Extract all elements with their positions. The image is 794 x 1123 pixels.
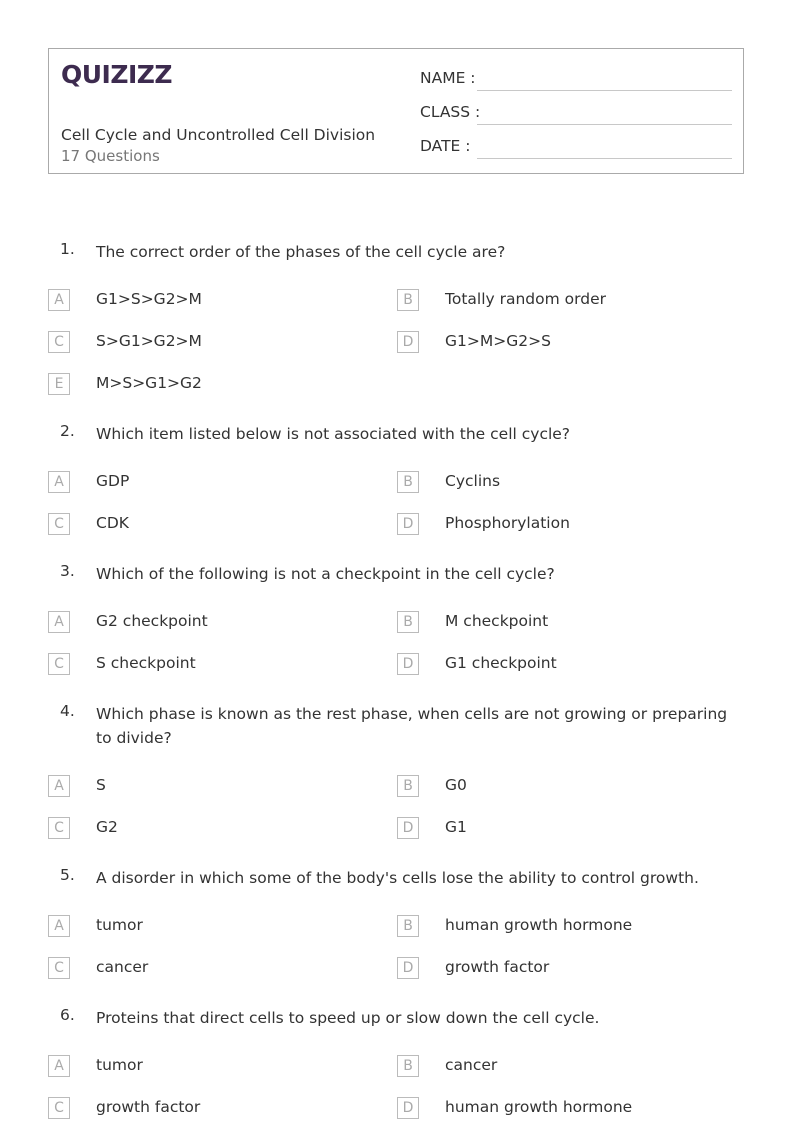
- question-number: 5.: [60, 866, 75, 884]
- option-letter: A: [48, 289, 70, 311]
- option-letter: C: [48, 957, 70, 979]
- option-letter: B: [397, 775, 419, 797]
- option-text: Cyclins: [445, 472, 501, 490]
- option-letter: A: [48, 1055, 70, 1077]
- option-letter: C: [48, 331, 70, 353]
- option-letter: C: [48, 513, 70, 535]
- class-line: [477, 124, 732, 125]
- question-number: 3.: [60, 562, 75, 580]
- option-text: human growth hormone: [445, 1098, 633, 1116]
- option-letter: B: [397, 289, 419, 311]
- date-line: [477, 158, 732, 159]
- option-letter: D: [397, 653, 419, 675]
- option-letter: A: [48, 611, 70, 633]
- option-text: G1 checkpoint: [445, 654, 557, 672]
- question-text: Which of the following is not a checkpoint in the cell cycle?: [96, 565, 555, 583]
- option-text: G2 checkpoint: [96, 612, 208, 630]
- question-text: Which phase is known as the rest phase, when cells are not growing or preparing to divide?: [96, 705, 728, 747]
- option-text: tumor: [96, 1056, 143, 1074]
- option-text: G1>S>G2>M: [96, 290, 202, 308]
- option-text: GDP: [96, 472, 130, 490]
- option-letter: B: [397, 1055, 419, 1077]
- option-letter: A: [48, 471, 70, 493]
- option-text: growth factor: [445, 958, 550, 976]
- option-text: G2: [96, 818, 118, 836]
- option-letter: D: [397, 331, 419, 353]
- option-text: Phosphorylation: [445, 514, 570, 532]
- option-text: growth factor: [96, 1098, 201, 1116]
- option-text: S checkpoint: [96, 654, 196, 672]
- option-text: M>S>G1>G2: [96, 374, 202, 392]
- question-number: 2.: [60, 422, 75, 440]
- option-letter: C: [48, 653, 70, 675]
- name-line: [477, 90, 732, 91]
- option-letter: D: [397, 817, 419, 839]
- option-text: M checkpoint: [445, 612, 549, 630]
- option-letter: D: [397, 1097, 419, 1119]
- option-letter: D: [397, 513, 419, 535]
- option-letter: C: [48, 1097, 70, 1119]
- option-letter: C: [48, 817, 70, 839]
- option-letter: D: [397, 957, 419, 979]
- date-label: DATE :: [420, 137, 471, 155]
- question-text: Proteins that direct cells to speed up or slow down the cell cycle.: [96, 1009, 600, 1027]
- name-label: NAME :: [420, 69, 476, 87]
- option-text: S>G1>G2>M: [96, 332, 202, 350]
- option-letter: B: [397, 471, 419, 493]
- option-text: G1>M>G2>S: [445, 332, 551, 350]
- option-text: CDK: [96, 514, 129, 532]
- question-text: Which item listed below is not associated with the cell cycle?: [96, 425, 571, 443]
- option-letter: B: [397, 915, 419, 937]
- worksheet-header: [48, 48, 744, 174]
- option-text: S: [96, 776, 106, 794]
- question-number: 4.: [60, 702, 75, 720]
- option-letter: A: [48, 915, 70, 937]
- option-letter: B: [397, 611, 419, 633]
- class-label: CLASS :: [420, 103, 481, 121]
- option-letter: A: [48, 775, 70, 797]
- question-number: 6.: [60, 1006, 75, 1024]
- option-letter: E: [48, 373, 70, 395]
- option-text: G1: [445, 818, 467, 836]
- option-text: G0: [445, 776, 467, 794]
- question-text: A disorder in which some of the body's cells lose the ability to control growth.: [96, 869, 699, 887]
- question-number: 1.: [60, 240, 75, 258]
- option-text: tumor: [96, 916, 143, 934]
- question-text: The correct order of the phases of the cell cycle are?: [96, 243, 506, 261]
- quizizz-logo: QUIZIZZ: [61, 60, 173, 89]
- worksheet-title: Cell Cycle and Uncontrolled Cell Division: [61, 126, 376, 144]
- option-text: cancer: [96, 958, 149, 976]
- option-text: cancer: [445, 1056, 498, 1074]
- option-text: human growth hormone: [445, 916, 633, 934]
- question-count: 17 Questions: [61, 147, 160, 165]
- option-text: Totally random order: [445, 290, 606, 308]
